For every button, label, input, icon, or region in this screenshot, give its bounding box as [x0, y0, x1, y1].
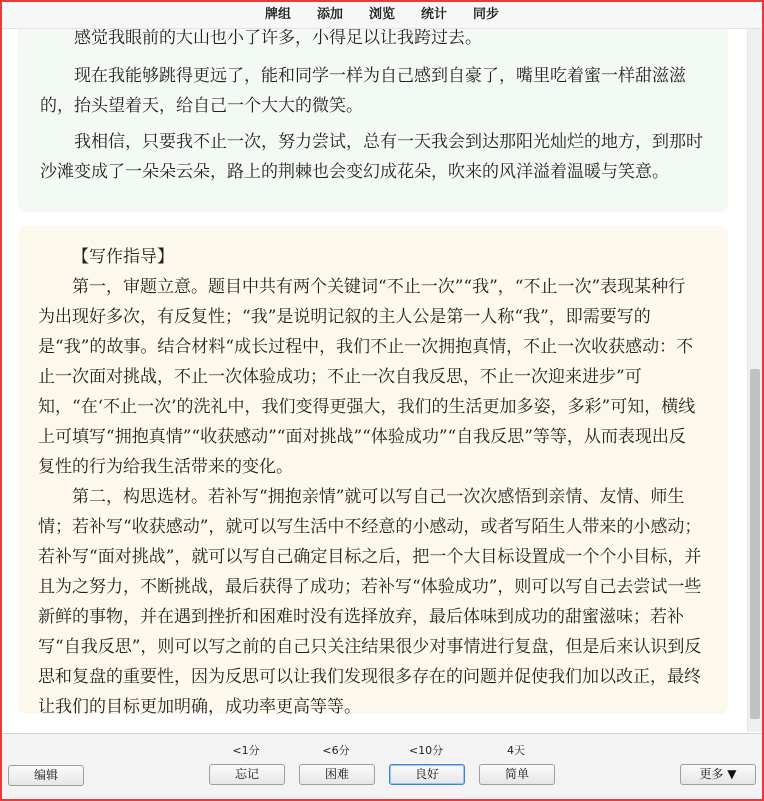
menu-decks[interactable]: 牌组 [264, 7, 291, 22]
guide-paragraph: 第一，审题立意。题目中共有两个关键词“不止一次”“我”，“不止一次”表现某种行为出现好多次，有反复性；“我”是说明记叙的主人公是第一人称“我”，即需要写的是“我”的故事。结合材料“成长过程中，我们不止一次拥抱真情，不止一次收获感动：不止一次面对挑战，不止一次体验成功；不止一次自我反思，不止一次迎来进步”可知，“在‘不止一次’的洗礼中，我们变得更强大，我们的生活更加多姿，多彩”可知，横线上可填写“拥抱真情”“收获感动”“面对挑战”“体验成功”“自我反思”等等，从而表现出反复性的行为给我生活带来的变化。 [38, 277, 696, 477]
essay-paragraph: 我相信，只要我不止一次，努力尝试，总有一天我会到达那阳光灿烂的地方，到那时沙滩变成了一朵朵云朵，路上的荆棘也会变幻成花朵，吹来的风洋溢着温暖与笑意。 [40, 132, 703, 182]
easy-button[interactable]: 简单 [479, 764, 555, 785]
bottom-toolbar [2, 733, 762, 800]
good-button[interactable]: 良好 [389, 764, 465, 785]
interval-easy: 4天 [507, 744, 525, 757]
vertical-scrollbar[interactable] [747, 29, 763, 732]
guide-heading: 【写作指导】 [72, 247, 174, 267]
edit-button[interactable]: 编辑 [8, 765, 84, 786]
menu-add[interactable]: 添加 [316, 7, 343, 22]
essay-paragraph: 感觉我眼前的大山也小了许多，小得足以让我跨过去。 [74, 29, 482, 48]
menu-browse[interactable]: 浏览 [368, 7, 395, 22]
card-content-area[interactable] [2, 29, 747, 732]
scrollbar-thumb[interactable] [750, 369, 760, 719]
interval-good: <10分 [408, 744, 444, 757]
interval-again: <1分 [232, 744, 260, 757]
hard-button[interactable]: 困难 [299, 764, 375, 785]
top-menu-bar [2, 2, 762, 29]
menu-stats[interactable]: 统计 [421, 7, 448, 22]
again-button[interactable]: 忘记 [209, 764, 285, 785]
menu-sync[interactable]: 同步 [473, 7, 500, 22]
writing-guide-card [18, 226, 728, 717]
essay-paragraph: 现在我能够跳得更远了，能和同学一样为自己感到自豪了，嘴里吃着蜜一样甜滋滋的，抬头望着天，给自己一个大大的微笑。 [40, 66, 686, 116]
essay-card [18, 29, 728, 212]
guide-paragraph: 第二，构思选材。若补写“拥抱亲情”就可以写自己一次次感悟到亲情、友情、师生情；若补写“收获感动”，就可以写生活中不经意的小感动，或者写陌生人带来的小感动；若补写“面对挑战”，就可以写自己确定目标之后，把一个大目标设置成一个个小目标，并且为之努力，不断挑战，最后获得了成功；若补写“体验成功”，则可以写自己去尝试一些新鲜的事物，并在遇到挫折和困难时没有选择放弃，最后体味到成功的甜蜜滋味；若补写“自我反思”，则可以写之前的自己只关注结果很少对事情进行复盘，但是后来认识到反思和复盘的重要性，因为反思可以让我们发现很多存在的问题并促使我们加以改正，最终让我们的目标更加明确，成功率更高等等。 [38, 487, 702, 717]
interval-hard: <6分 [322, 744, 350, 757]
more-button[interactable]: 更多 ▼ [680, 764, 756, 785]
